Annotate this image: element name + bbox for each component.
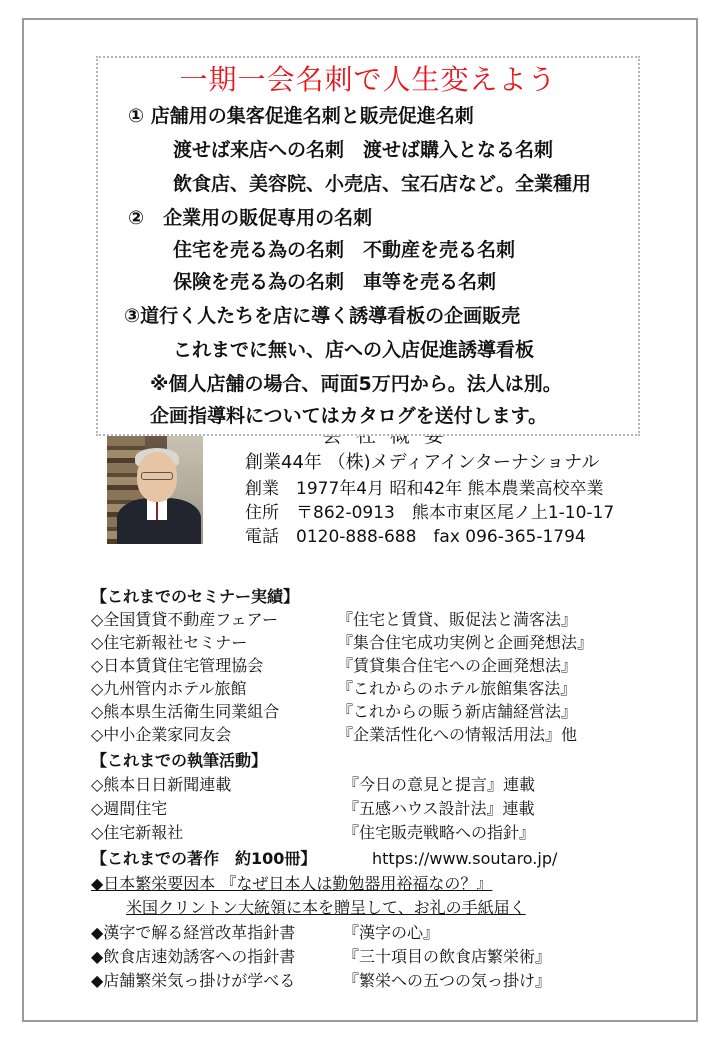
writing-title: 『今日の意見と提言』連載 (343, 775, 536, 794)
company-address-line: 住所 〒862-0913 熊本市東区尾ノ上1-10-17 (245, 503, 615, 523)
books-heading: 【これまでの著作 約100冊】 (91, 849, 317, 868)
promo-line-3: 飲食店、美容院、小売店、宝石店など。全業種用 (173, 173, 592, 195)
promo-line-7: ③道行く人たちを店に導く誘導看板の企画販売 (124, 305, 521, 327)
seminar-title: 『集合住宅成功実例と企画発想法』 (337, 633, 594, 652)
books-highlight-1: ◆日本繁栄要因本 『なぜ日本人は勤勉器用裕福なの？』 (91, 874, 493, 893)
seminar-title: 『これからの賑う新店舗経営法』 (337, 702, 578, 721)
book-org: ◆漢字で解る経営改革指針書 (91, 923, 296, 942)
promo-line-5: 住宅を売る為の名刺 不動産を売る名刺 (173, 239, 516, 261)
writing-heading: 【これまでの執筆活動】 (91, 751, 268, 770)
portrait-photo (107, 436, 203, 544)
seminar-org: ◇熊本県生活衛生同業組合 (91, 702, 280, 721)
promo-box (96, 56, 640, 436)
website-link[interactable]: https://www.soutaro.jp/ (372, 849, 558, 868)
seminar-org: ◇日本賃貸住宅管理協会 (91, 656, 264, 675)
promo-line-4: ② 企業用の販促専用の名刺 (128, 207, 373, 229)
seminar-org: ◇住宅新報社セミナー (91, 633, 248, 652)
book-org: ◆店舗繁栄気っ掛けが学べる (91, 971, 296, 990)
seminars-heading: 【これまでのセミナー実績】 (91, 587, 300, 606)
seminar-org: ◇全国賃貸不動産フェアー (91, 610, 279, 629)
seminar-org: ◇九州管内ホテル旅館 (91, 679, 247, 698)
book-title: 『三十項目の飲食店繁栄術』 (343, 947, 552, 966)
writing-title: 『住宅販売戦略への指針』 (343, 823, 536, 842)
seminar-title: 『住宅と賃貸、販促法と満客法』 (337, 610, 578, 629)
promo-line-9: ※個人店舗の場合、両面5万円から。法人は別。 (150, 373, 562, 395)
seminar-title: 『これからのホテル旅館集客法』 (337, 679, 577, 698)
book-title: 『繁栄への五つの気っ掛け』 (343, 971, 552, 990)
book-org: ◆飲食店速効誘客への指針書 (91, 947, 296, 966)
company-phone-line: 電話 0120-888-688 fax 096-365-1794 (245, 527, 586, 547)
writing-org: ◇住宅新報社 (91, 823, 184, 842)
seminar-title: 『賃貸集合住宅への企画発想法』 (337, 656, 578, 675)
promo-line-1: ① 店舗用の集客促進名刺と販売促進名刺 (128, 105, 474, 127)
promo-line-6: 保険を売る為の名刺 車等を売る名刺 (173, 271, 497, 293)
books-highlight-2: 米国クリントン大統領に本を贈呈して、お礼の手紙届く (126, 898, 526, 917)
promo-line-2: 渡せば来店への名刺 渡せば購入となる名刺 (173, 139, 554, 161)
promo-title: 一期一会名刺で人生変えよう (179, 63, 557, 96)
promo-line-10: 企画指導料についてはカタログを送付します。 (150, 405, 548, 427)
promo-line-8: これまでに無い、店への入店促進誘導看板 (173, 339, 535, 361)
writing-org: ◇熊本日日新聞連載 (91, 775, 232, 794)
writing-title: 『五感ハウス設計法』連載 (343, 799, 535, 818)
company-name-line: 創業44年 （株)メディアインターナショナル (245, 452, 600, 473)
book-title: 『漢字の心』 (343, 923, 440, 942)
writing-org: ◇週間住宅 (91, 799, 168, 818)
seminar-org: ◇中小企業家同友会 (91, 725, 232, 744)
seminar-title: 『企業活性化への情報活用法』他 (337, 725, 578, 744)
company-founded-line: 創業 1977年4月 昭和42年 熊本農業高校卒業 (245, 479, 604, 499)
